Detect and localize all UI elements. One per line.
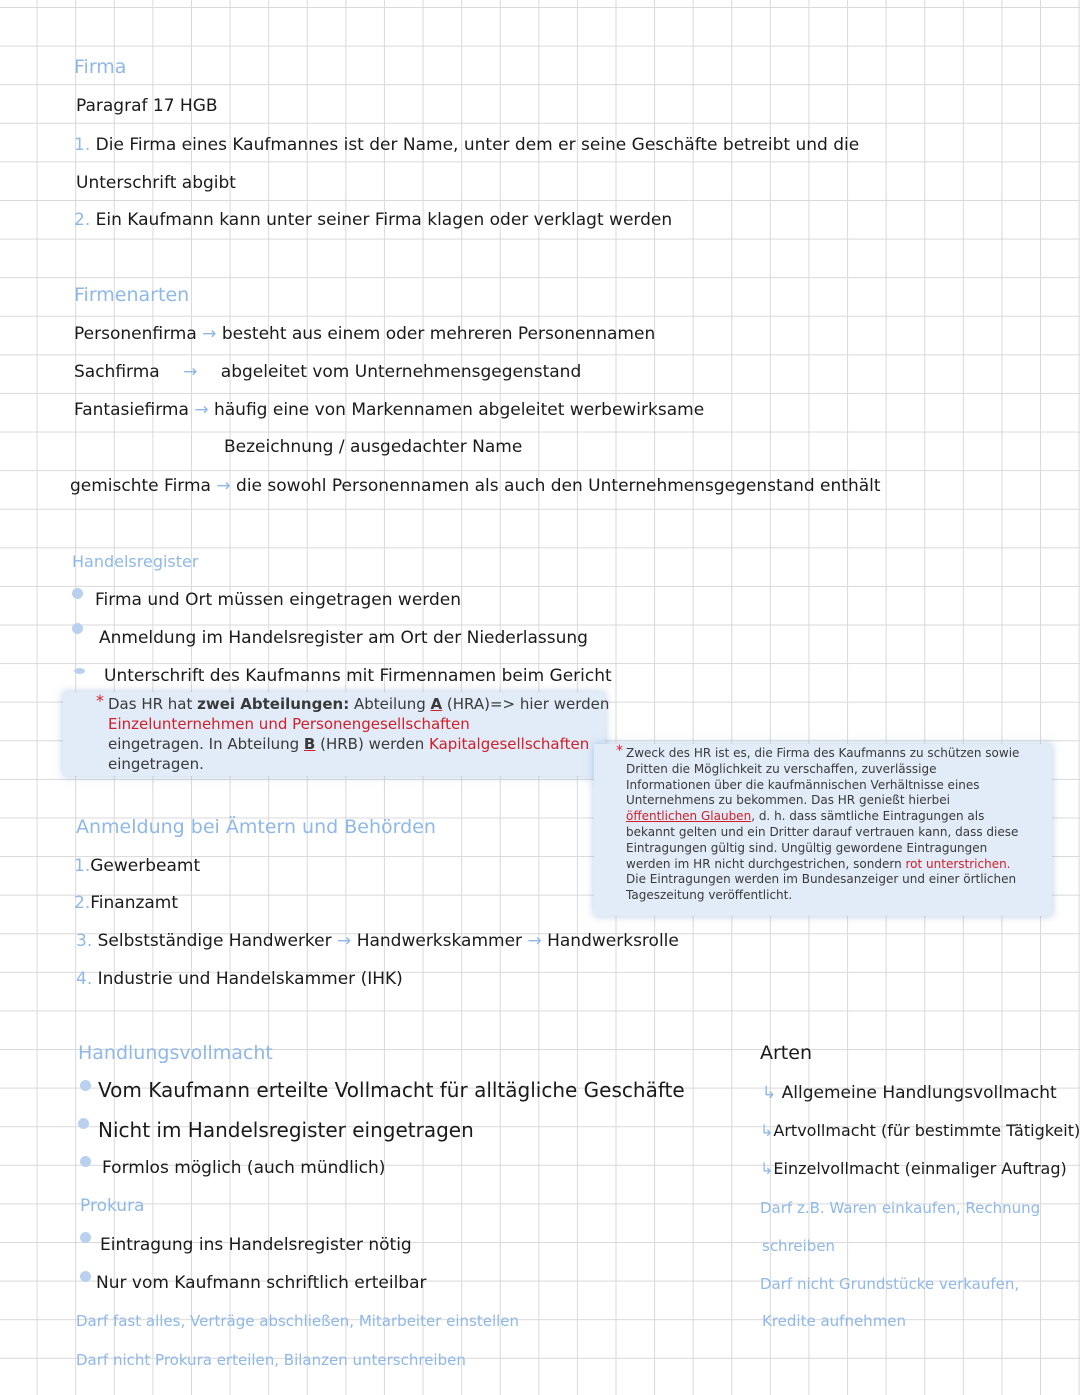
note-line: Informationen über die kaufmännischen Verhältnisse eines — [626, 777, 980, 792]
note-line: , d. h. dass sämtliche Eintragungen als — [751, 809, 985, 824]
number-2: 2. — [74, 210, 91, 230]
description: besteht aus einem oder mehreren Personennamen — [221, 324, 656, 344]
firma-definition-1 — [74, 135, 859, 155]
section-title-arten: Arten — [760, 1042, 812, 1064]
arrow-right-icon: → — [202, 324, 217, 344]
arten-text: Allgemeine Handlungsvollmacht — [781, 1083, 1057, 1103]
note-highlight: öffentlichen Glauben — [626, 809, 752, 824]
note-text-highlight: Einzelunternehmen und Personengesellschaften — [108, 715, 470, 733]
arten-darf: Darf z.B. Waren einkaufen, Rechnung — [760, 1199, 1041, 1217]
anmeldung-text: Industrie und Handelskammer (IHK) — [97, 969, 403, 989]
anmeldung-item — [74, 893, 178, 913]
bullet-icon — [72, 588, 83, 599]
bullet-icon — [80, 1156, 91, 1167]
section-title-handlungsvollmacht: Handlungsvollmacht — [78, 1042, 273, 1064]
abteilung-a: A — [430, 695, 443, 713]
handelsregister-item: Anmeldung im Handelsregister am Ort der Niederlassung — [99, 628, 588, 648]
handlungsvollmacht-item: Nicht im Handelsregister eingetragen — [98, 1118, 474, 1142]
note-line: Zweck des HR ist es, die Firma des Kaufmanns zu schützen sowie — [626, 746, 1020, 760]
note-highlight: rot unterstrichen. — [905, 856, 1011, 871]
anmeldung-text: Gewerbeamt — [90, 856, 201, 876]
handelsregister-item: Firma und Ort müssen eingetragen werden — [95, 590, 461, 610]
asterisk-icon: * — [616, 743, 623, 759]
section-title-firma: Firma — [74, 56, 127, 78]
anmeldung-text: Selbstständige Handwerker — [97, 931, 332, 951]
description: häufig eine von Markennamen abgeleitet werbewirksame — [213, 400, 705, 420]
note-text: Abteilung — [349, 695, 431, 713]
number-1: 1. — [74, 135, 91, 155]
arten-darf-nicht-continued: Kredite aufnehmen — [762, 1312, 907, 1330]
prokura-darf: Darf fast alles, Verträge abschließen, Mitarbeiter einstellen — [76, 1312, 520, 1330]
asterisk-icon: * — [96, 691, 104, 710]
arrow-return-icon: ↳ — [760, 1121, 774, 1140]
handlungsvollmacht-item: Vom Kaufmann erteilte Vollmacht für alltägliche Geschäfte — [98, 1078, 685, 1102]
note-text-highlight: Kapitalgesellschaften — [429, 735, 590, 753]
number: 1. — [74, 856, 91, 876]
bullet-icon — [80, 1080, 91, 1091]
section-title-handelsregister: Handelsregister — [72, 552, 199, 571]
note-line: Die Eintragungen werden im Bundesanzeiger und einer örtlichen — [626, 872, 1017, 887]
description: die sowohl Personennamen als auch den Unternehmensgegenstand enthält — [236, 476, 881, 496]
arten-text: Einzelvollmacht (einmaliger Auftrag) — [773, 1159, 1067, 1178]
bullet-icon — [80, 1271, 91, 1282]
abteilung-b: B — [303, 735, 316, 753]
term: Fantasiefirma — [74, 400, 189, 420]
note-hr-zweck — [594, 744, 1052, 916]
anmeldung-text: Handwerkskammer — [356, 931, 523, 951]
arrow-right-icon: → — [337, 931, 352, 951]
note-text: eingetragen. — [108, 755, 204, 773]
firma-definition-1-continued: Unterschrift abgibt — [76, 173, 236, 193]
term: Personenfirma — [74, 324, 197, 344]
arten-text: Artvollmacht (für bestimmte Tätigkeit) — [773, 1121, 1080, 1140]
note-text: Das HR hat — [108, 695, 198, 713]
number: 3. — [76, 931, 93, 951]
note-line: bekannt gelten und ein Dritter darauf vertrauen kann, dass diese — [626, 824, 1019, 839]
prokura-item: Nur vom Kaufmann schriftlich erteilbar — [96, 1273, 427, 1293]
bullet-icon — [72, 623, 83, 634]
firma-definition-2 — [74, 210, 672, 230]
anmeldung-item — [76, 969, 403, 989]
paragraph-reference: Paragraf 17 HGB — [76, 96, 218, 116]
arrow-right-icon: → — [194, 400, 209, 420]
bullet-icon — [80, 1232, 91, 1243]
arrow-return-icon: ↳ — [762, 1083, 777, 1103]
arten-item — [760, 1159, 1067, 1179]
note-text: (HRA)=> hier werden — [442, 695, 610, 713]
section-title-firmenarten: Firmenarten — [74, 284, 190, 306]
term: Sachfirma — [74, 362, 160, 382]
arrow-right-icon: → — [527, 931, 542, 951]
firma-definition-2-text: Ein Kaufmann kann unter seiner Firma klagen oder verklagt werden — [95, 210, 673, 230]
arrow-right-icon: → — [216, 476, 231, 496]
note-line: Unternehmens zu bekommen. Das HR genießt hierbei — [626, 793, 950, 808]
firmenart-sachfirma — [74, 362, 581, 382]
anmeldung-item — [74, 856, 200, 876]
section-title-prokura: Prokura — [80, 1196, 145, 1216]
handlungsvollmacht-item: Formlos möglich (auch mündlich) — [102, 1158, 386, 1178]
bullet-icon — [78, 1118, 89, 1129]
anmeldung-text: Finanzamt — [90, 893, 179, 913]
handelsregister-item: Unterschrift des Kaufmanns mit Firmennamen beim Gericht — [104, 666, 612, 686]
note-hr-abteilungen — [63, 691, 610, 776]
note-line: Dritten die Möglichkeit zu verschaffen, zuverlässige — [626, 761, 937, 776]
anmeldung-text: Handwerksrolle — [547, 931, 679, 951]
prokura-item: Eintragung ins Handelsregister nötig — [100, 1235, 412, 1255]
number: 4. — [76, 969, 93, 989]
firmenart-personenfirma — [74, 324, 655, 344]
description: abgeleitet vom Unternehmensgegenstand — [220, 362, 582, 382]
term: gemischte Firma — [70, 476, 211, 496]
arrow-return-icon: ↳ — [760, 1159, 774, 1178]
arten-item — [762, 1083, 1057, 1103]
bullet-icon — [74, 668, 85, 674]
note-text: (HRB) werden — [315, 735, 430, 753]
anmeldung-item — [76, 931, 679, 951]
firmenart-fantasiefirma — [74, 400, 704, 420]
firma-definition-1-text: Die Firma eines Kaufmannes ist der Name, unter dem er seine Geschäfte betreibt und die — [95, 135, 860, 155]
arten-item — [760, 1121, 1080, 1141]
note-text: eingetragen. In Abteilung — [108, 735, 304, 753]
note-line: Eintragungen gültig sind. Ungültig gewordene Eintragungen — [626, 840, 988, 855]
section-title-anmeldung: Anmeldung bei Ämtern und Behörden — [76, 816, 436, 838]
number: 2. — [74, 893, 91, 913]
arrow-right-icon: → — [183, 362, 198, 382]
firmenart-fantasiefirma-continued: Bezeichnung / ausgedachter Name — [224, 437, 523, 457]
note-text-bold: zwei Abteilungen: — [197, 695, 350, 713]
note-line: Tageszeitung veröffentlicht. — [626, 888, 793, 903]
note-line: werden im HR nicht durchgestrichen, sondern — [626, 856, 906, 871]
arten-darf-nicht: Darf nicht Grundstücke verkaufen, — [760, 1275, 1020, 1293]
prokura-darf-nicht: Darf nicht Prokura erteilen, Bilanzen unterschreiben — [76, 1351, 466, 1369]
firmenart-gemischte-firma — [70, 476, 881, 496]
arten-darf-continued: schreiben — [762, 1237, 836, 1255]
